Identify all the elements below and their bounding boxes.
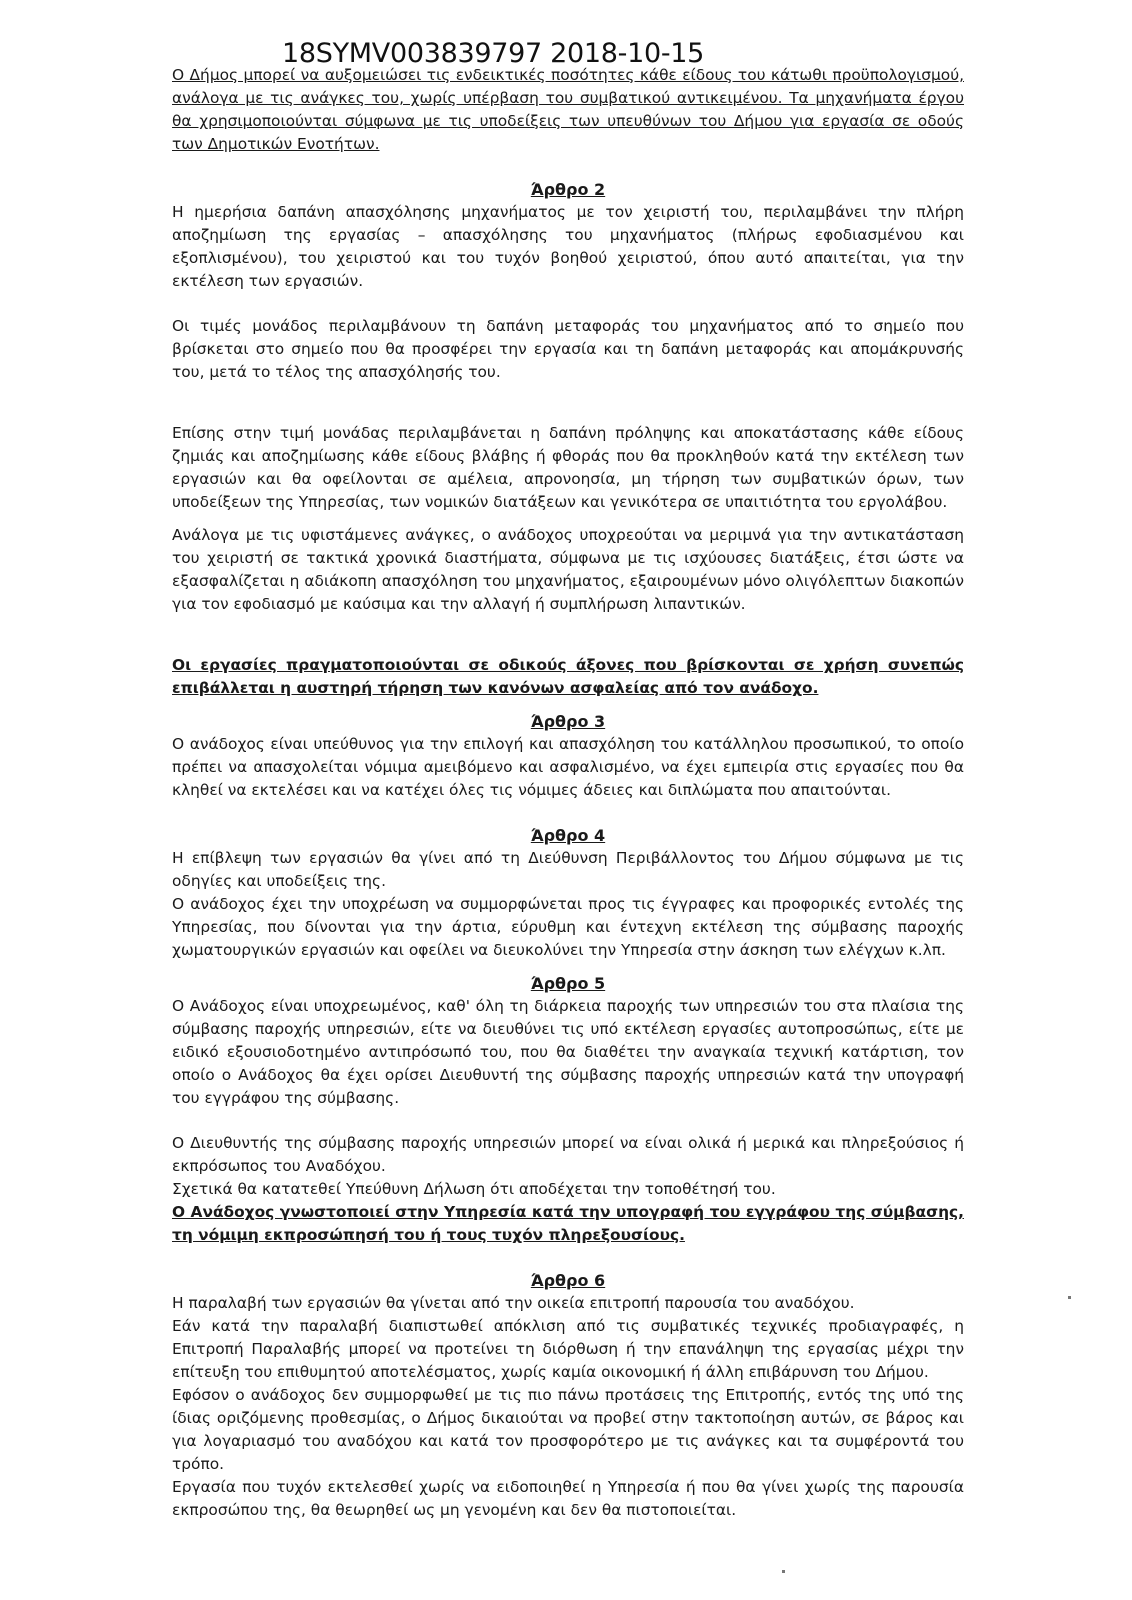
intro-paragraph: Ο Δήμος μπορεί να αυξομειώσει τις ενδεικτικές ποσότητες κάθε είδους του κάτωθι προϋπολογισμού, ανάλογα με τις ανάγκες του, χωρίς υπέρβαση του συμβατικού αντικειμένου. Τα μηχανήματα έργου θα χρησιμοποιούνται σύμφωνα με τις υποδείξεις των υπευθύνων του Δήμου για εργασία σε οδούς των Δημοτικών Ενοτήτων.	[172, 66, 964, 153]
article-6-heading: Άρθρο 6	[530, 1271, 606, 1290]
scan-speck	[782, 1570, 785, 1573]
article-6-paragraph-4: Εργασία που τυχόν εκτελεσθεί χωρίς να ειδοποιηθεί η Υπηρεσία ή που θα γίνει χωρίς της παρουσία εκπροσώπου της, θα θεωρηθεί ως μη γενομένη και δεν θα πιστοποιείται.	[172, 1478, 964, 1519]
article-2-heading: Άρθρο 2	[530, 180, 606, 199]
article-2-paragraph-3: Επίσης στην τιμή μονάδας περιλαμβάνεται η δαπάνη πρόληψης και αποκατάστασης κάθε είδους ζημιάς και αποζημίωσης κάθε είδους βλάβης ή φθοράς που θα προκληθούν κατά την εκτέλεση των εργασιών και θα οφείλονται σε αμέλεια, απρονοησία, μη τήρηση των συμβατικών όρων, των υποδείξεων της Υπηρεσίας, των νομικών διατάξεων και γενικότερα σε υπαιτιότητα του εργολάβου.	[172, 424, 964, 511]
article-5-paragraph-1: Ο Ανάδοχος είναι υποχρεωμένος, καθ' όλη τη διάρκεια παροχής των υπηρεσιών του στα πλαίσια της σύμβασης παροχής υπηρεσιών, είτε να διευθύνει τις υπό εκτέλεση εργασίες αυτοπροσώπως, είτε με ειδικό εξουσιοδοτημένο αντιπρόσωπό του, που θα διαθέτει την αναγκαία τεχνική κατάρτιση, τον οποίο ο Ανάδοχος θα έχει ορίσει Διευθυντή της σύμβασης παροχής υπηρεσιών κατά την υπογραφή του εγγράφου της σύμβασης.	[172, 997, 964, 1107]
article-4-heading: Άρθρο 4	[530, 826, 606, 845]
article-2-paragraph-1: Η ημερήσια δαπάνη απασχόλησης μηχανήματος με τον χειριστή του, περιλαμβάνει την πλήρη αποζημίωση της εργασίας – απασχόλησης του μηχανήματος (πλήρως εφοδιασμένου και εξοπλισμένου), του χειριστού και του τυχόν βοηθού χειριστού, όπου αυτό απαιτείται, για την εκτέλεση των εργασιών.	[172, 203, 964, 290]
article-5-notice: Ο Ανάδοχος γνωστοποιεί στην Υπηρεσία κατά την υπογραφή του εγγράφου της σύμβασης, τη νόμιμη εκπροσώπησή του ή τους τυχόν πληρεξουσίους.	[172, 1203, 964, 1244]
article-4-paragraph-2: Ο ανάδοχος έχει την υποχρέωση να συμμορφώνεται προς τις έγγραφες και προφορικές εντολές της Υπηρεσίας, που δίνονται για την άρτια, εύρυθμη και έντεχνη εκτέλεση της σύμβασης παροχής χωματουργικών εργασιών και οφείλει να διευκολύνει την Υπηρεσία στην άσκηση των ελέγχων κ.λπ.	[172, 895, 964, 959]
article-5-paragraph-2: Ο Διευθυντής της σύμβασης παροχής υπηρεσιών μπορεί να είναι ολικά ή μερικά και πληρεξούσιος ή εκπρόσωπος του Αναδόχου.	[172, 1134, 964, 1175]
article-5-heading: Άρθρο 5	[530, 974, 606, 993]
article-3-heading: Άρθρο 3	[530, 712, 606, 731]
article-6-paragraph-2: Εάν κατά την παραλαβή διαπιστωθεί απόκλιση από τις συμβατικές τεχνικές προδιαγραφές, η Επιτροπή Παραλαβής μπορεί να προτείνει τη διόρθωση ή την επανάληψη της εργασίας μέχρι την επίτευξη του επιθυμητού αποτελέσματος, χωρίς καμία οικονομική ή άλλη επιβάρυνση του Δήμου.	[172, 1317, 964, 1381]
article-2-paragraph-4: Ανάλογα με τις υφιστάμενες ανάγκες, ο ανάδοχος υποχρεούται να μεριμνά για την αντικατάσταση του χειριστή σε τακτικά χρονικά διαστήματα, σύμφωνα με τις ισχύουσες διατάξεις, έτσι ώστε να εξασφαλίζεται η αδιάκοπη απασχόληση του μηχανήματος, εξαιρουμένων μόνο ολιγόλεπτων διακοπών για τον εφοδιασμό με καύσιμα και την αλλαγή ή συμπλήρωση λιπαντικών.	[172, 526, 964, 613]
article-6-paragraph-3: Εφόσον ο ανάδοχος δεν συμμορφωθεί με τις πιο πάνω προτάσεις της Επιτροπής, εντός της υπό της ίδιας οριζόμενης προθεσμίας, ο Δήμος δικαιούται να προβεί στην τακτοποίηση αυτών, σε βάρος και για λογαριασμό του αναδόχου και κατά τον προσφορότερο με τις ανάγκες και τα συμφέροντά του τρόπο.	[172, 1386, 964, 1473]
article-3-paragraph-1: Ο ανάδοχος είναι υπεύθυνος για την επιλογή και απασχόληση του κατάλληλου προσωπικού, το οποίο πρέπει να απασχολείται νόμιμα αμειβόμενο και ασφαλισμένο, να έχει εμπειρία στις εργασίες που θα κληθεί να εκτελέσει και να κατέχει όλες τις νόμιμες άδειες και διπλώματα που απαιτούνται.	[172, 735, 964, 799]
article-2-paragraph-2: Οι τιμές μονάδος περιλαμβάνουν τη δαπάνη μεταφοράς του μηχανήματος από το σημείο που βρίσκεται στο σημείο που θα προσφέρει την εργασία και τη δαπάνη μεταφοράς και απομάκρυνσής του, μετά το τέλος της απασχόλησής του.	[172, 317, 964, 381]
article-5-paragraph-3: Σχετικά θα κατατεθεί Υπεύθυνη Δήλωση ότι αποδέχεται την τοποθέτησή του.	[172, 1180, 776, 1198]
document-stamp: 18SYMV003839797 2018-10-15	[282, 38, 705, 69]
safety-warning: Οι εργασίες πραγματοποιούνται σε οδικούς άξονες που βρίσκονται σε χρήση συνεπώς επιβάλλεται η αυστηρή τήρηση των κανόνων ασφαλείας από τον ανάδοχο.	[172, 656, 964, 697]
article-6-paragraph-1: Η παραλαβή των εργασιών θα γίνεται από την οικεία επιτροπή παρουσία του αναδόχου.	[172, 1294, 855, 1312]
scan-speck	[1068, 1296, 1071, 1299]
document-page	[172, 40, 964, 1522]
article-4-paragraph-1: Η επίβλεψη των εργασιών θα γίνει από τη Διεύθυνση Περιβάλλοντος του Δήμου σύμφωνα με τις οδηγίες και υποδείξεις της.	[172, 849, 964, 890]
